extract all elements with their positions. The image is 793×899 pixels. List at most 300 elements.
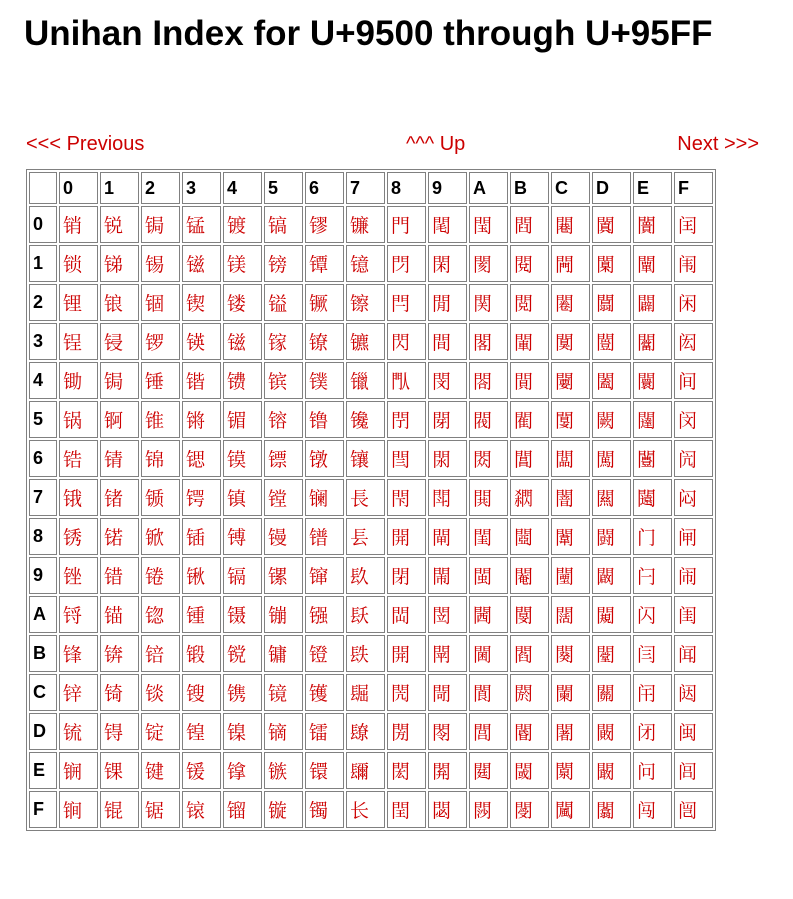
character-link[interactable]: 锖 [100, 440, 139, 477]
column-header: 8 [387, 172, 426, 204]
character-link[interactable]: 镃 [182, 245, 221, 282]
character-link[interactable]: 锝 [100, 713, 139, 750]
character-link[interactable]: 闙 [592, 557, 631, 594]
character-link[interactable]: 镟 [264, 791, 303, 828]
character-link[interactable]: 锲 [182, 284, 221, 321]
character-link[interactable]: 镬 [305, 674, 344, 711]
character-link[interactable]: 閸 [510, 518, 549, 555]
character-link[interactable]: 锍 [59, 713, 98, 750]
character-link[interactable]: 閽 [510, 713, 549, 750]
character-link[interactable]: 镜 [264, 674, 303, 711]
character-link[interactable]: 锩 [141, 557, 180, 594]
character-link[interactable]: 闞 [592, 752, 631, 789]
character-link[interactable]: 镇 [223, 479, 262, 516]
character-link[interactable]: 闫 [633, 635, 672, 672]
character-link[interactable]: 锭 [141, 713, 180, 750]
column-header: 1 [100, 172, 139, 204]
character-link[interactable]: 闂 [551, 284, 590, 321]
grid-row [29, 518, 713, 555]
character-link[interactable]: 镰 [346, 206, 385, 243]
row-header: 4 [29, 362, 57, 399]
character-link[interactable]: 镘 [264, 518, 303, 555]
character-link[interactable]: 閣 [469, 323, 508, 360]
grid-row [29, 791, 713, 828]
character-link[interactable]: 锯 [141, 791, 180, 828]
character-link[interactable]: 閅 [387, 401, 426, 438]
character-link[interactable]: 锉 [59, 557, 98, 594]
character-link[interactable]: 镖 [264, 440, 303, 477]
character-link[interactable]: 闔 [592, 362, 631, 399]
character-link[interactable]: 镏 [223, 791, 262, 828]
row-header: 9 [29, 557, 57, 594]
row-header: B [29, 635, 57, 672]
character-link[interactable]: 锾 [182, 752, 221, 789]
character-link[interactable]: 開 [387, 635, 426, 672]
character-link[interactable]: 镲 [346, 284, 385, 321]
character-link[interactable]: 镑 [264, 245, 303, 282]
character-link[interactable]: 闀 [551, 206, 590, 243]
character-link[interactable]: 閕 [428, 401, 467, 438]
character-link[interactable]: 閧 [469, 479, 508, 516]
character-link[interactable]: 閶 [510, 440, 549, 477]
character-link[interactable]: 镽 [346, 713, 385, 750]
character-link[interactable]: 閆 [387, 440, 426, 477]
character-link[interactable]: 閘 [428, 518, 467, 555]
character-link[interactable]: 長 [346, 479, 385, 516]
character-link[interactable]: 闺 [674, 596, 713, 633]
character-link[interactable]: 锺 [182, 596, 221, 633]
column-header: D [592, 172, 631, 204]
row-header: D [29, 713, 57, 750]
character-link[interactable]: 镀 [223, 206, 262, 243]
character-link[interactable]: 閳 [510, 323, 549, 360]
character-link[interactable]: 镁 [223, 245, 262, 282]
character-link[interactable]: 闚 [592, 596, 631, 633]
character-link[interactable]: 闓 [592, 323, 631, 360]
character-link[interactable]: 锣 [141, 323, 180, 360]
character-link[interactable]: 锹 [182, 557, 221, 594]
column-header: A [469, 172, 508, 204]
character-link[interactable]: 锨 [141, 518, 180, 555]
character-link[interactable]: 镎 [223, 752, 262, 789]
character-link[interactable]: 镔 [264, 362, 303, 399]
character-link[interactable]: 镛 [264, 635, 303, 672]
character-link[interactable]: 閩 [469, 557, 508, 594]
character-link[interactable]: 锦 [141, 440, 180, 477]
character-link[interactable]: 锼 [182, 674, 221, 711]
unihan-character-grid [26, 169, 716, 831]
character-link[interactable]: 閫 [469, 635, 508, 672]
character-link[interactable]: 镡 [305, 245, 344, 282]
grid-row [29, 713, 713, 750]
character-link[interactable]: 锆 [59, 440, 98, 477]
character-link[interactable]: 閇 [387, 479, 426, 516]
character-link[interactable]: 闐 [592, 206, 631, 243]
character-link[interactable]: 镯 [305, 791, 344, 828]
character-link[interactable]: 锌 [59, 674, 98, 711]
character-link[interactable]: 锟 [100, 791, 139, 828]
character-link[interactable]: 闪 [633, 596, 672, 633]
character-link[interactable]: 锔 [100, 362, 139, 399]
character-link[interactable]: 锤 [141, 362, 180, 399]
character-link[interactable]: 镻 [346, 635, 385, 672]
character-link[interactable]: 镌 [223, 674, 262, 711]
character-link[interactable]: 閦 [469, 440, 508, 477]
character-link[interactable]: 閺 [510, 596, 549, 633]
character-link[interactable]: 閥 [469, 401, 508, 438]
character-link[interactable]: 锐 [100, 206, 139, 243]
column-header: 9 [428, 172, 467, 204]
character-link[interactable]: 锿 [182, 791, 221, 828]
character-link[interactable]: 锘 [100, 518, 139, 555]
character-link[interactable]: 闌 [551, 674, 590, 711]
character-link[interactable]: 锈 [59, 518, 98, 555]
character-link[interactable]: 镤 [305, 362, 344, 399]
character-link[interactable]: 镂 [223, 284, 262, 321]
character-link[interactable]: 锑 [100, 245, 139, 282]
character-link[interactable]: 锁 [59, 245, 98, 282]
character-link[interactable]: 閼 [510, 674, 549, 711]
character-link[interactable]: 闿 [674, 791, 713, 828]
character-link[interactable]: 锫 [141, 635, 180, 672]
character-link[interactable]: 間 [428, 323, 467, 360]
character-link[interactable]: 閝 [428, 713, 467, 750]
character-link[interactable]: 闽 [674, 713, 713, 750]
character-link[interactable]: 閪 [469, 596, 508, 633]
character-link[interactable]: 镅 [223, 401, 262, 438]
character-link[interactable]: 闱 [674, 245, 713, 282]
character-link[interactable]: 闲 [674, 284, 713, 321]
character-link[interactable]: 閭 [469, 713, 508, 750]
row-header: 8 [29, 518, 57, 555]
character-link[interactable]: 闕 [592, 401, 631, 438]
next-link[interactable]: Next >>> [677, 133, 759, 155]
character-link[interactable]: 闒 [592, 284, 631, 321]
row-header: 3 [29, 323, 57, 360]
character-link[interactable]: 锵 [182, 401, 221, 438]
column-header: 2 [141, 172, 180, 204]
character-link[interactable]: 锧 [141, 479, 180, 516]
character-link[interactable]: 闟 [592, 791, 631, 828]
character-link[interactable]: 锪 [141, 596, 180, 633]
character-link[interactable]: 镼 [346, 674, 385, 711]
character-link[interactable]: 闾 [674, 752, 713, 789]
character-link[interactable]: 閞 [428, 752, 467, 789]
character-link[interactable]: 闦 [633, 440, 672, 477]
character-link[interactable]: 闷 [674, 479, 713, 516]
character-link[interactable]: 镣 [305, 323, 344, 360]
character-link[interactable]: 间 [674, 362, 713, 399]
character-link[interactable]: 閹 [510, 557, 549, 594]
character-link[interactable]: 關 [592, 674, 631, 711]
character-link[interactable]: 镮 [305, 752, 344, 789]
column-header: 3 [182, 172, 221, 204]
character-link[interactable]: 闹 [674, 557, 713, 594]
character-link[interactable]: 闸 [674, 518, 713, 555]
character-link[interactable]: 閉 [387, 557, 426, 594]
character-link[interactable]: 闧 [633, 479, 672, 516]
grid-row [29, 440, 713, 477]
character-link[interactable]: 镴 [346, 362, 385, 399]
character-link[interactable]: 镄 [223, 362, 262, 399]
character-link[interactable]: 闅 [551, 401, 590, 438]
navigation-bar [26, 133, 759, 161]
character-link[interactable]: 锛 [100, 635, 139, 672]
up-link[interactable]: ^^^ Up [406, 133, 466, 155]
character-link[interactable]: 锓 [100, 323, 139, 360]
character-link[interactable]: 闶 [674, 440, 713, 477]
character-link[interactable]: 镠 [305, 206, 344, 243]
character-link[interactable]: 锽 [182, 713, 221, 750]
character-link[interactable]: 镵 [346, 401, 385, 438]
character-link[interactable]: 镉 [223, 557, 262, 594]
character-link[interactable]: 閲 [510, 284, 549, 321]
character-link[interactable]: 闠 [633, 206, 672, 243]
character-link[interactable]: 镨 [305, 518, 344, 555]
character-link[interactable]: 闯 [633, 791, 672, 828]
character-link[interactable]: 镭 [305, 713, 344, 750]
character-link[interactable]: 锚 [100, 596, 139, 633]
character-link[interactable]: 错 [100, 557, 139, 594]
character-link[interactable]: 闏 [551, 791, 590, 828]
character-link[interactable]: 闳 [674, 323, 713, 360]
column-header: 4 [223, 172, 262, 204]
character-link[interactable]: 閱 [510, 245, 549, 282]
character-link[interactable]: 閌 [387, 674, 426, 711]
character-link[interactable]: 閛 [428, 635, 467, 672]
character-link[interactable]: 锷 [182, 479, 221, 516]
character-link[interactable]: 閡 [469, 245, 508, 282]
character-link[interactable]: 闉 [551, 557, 590, 594]
character-link[interactable]: 闄 [551, 362, 590, 399]
character-link[interactable]: 镾 [346, 752, 385, 789]
character-link[interactable]: 锇 [59, 479, 98, 516]
character-link[interactable]: 閰 [510, 206, 549, 243]
character-link[interactable]: 锕 [100, 401, 139, 438]
character-link[interactable]: 閎 [387, 752, 426, 789]
character-link[interactable]: 闼 [674, 674, 713, 711]
grid-row [29, 401, 713, 438]
character-link[interactable]: 镕 [264, 401, 303, 438]
grid-row [29, 245, 713, 282]
character-link[interactable]: 镳 [346, 323, 385, 360]
character-link[interactable]: 镧 [305, 479, 344, 516]
column-header: 7 [346, 172, 385, 204]
character-link[interactable]: 闛 [592, 635, 631, 672]
page-title: Unihan Index for U+9500 through U+95FF [24, 14, 713, 53]
grid-row [29, 557, 713, 594]
character-link[interactable]: 閗 [428, 479, 467, 516]
character-link[interactable]: 閒 [428, 284, 467, 321]
character-link[interactable]: 闍 [551, 713, 590, 750]
character-link[interactable]: 門 [387, 206, 426, 243]
character-link[interactable]: 閊 [387, 596, 426, 633]
character-link[interactable]: 镺 [346, 596, 385, 633]
character-link[interactable]: 閁 [387, 245, 426, 282]
character-link[interactable]: 镊 [223, 596, 262, 633]
grid-row [29, 635, 713, 672]
column-header: 5 [264, 172, 303, 204]
character-link[interactable]: 闇 [551, 479, 590, 516]
character-link[interactable]: 镢 [305, 284, 344, 321]
column-header: B [510, 172, 549, 204]
character-link[interactable]: 閿 [510, 791, 549, 828]
character-link[interactable]: 镞 [264, 752, 303, 789]
character-link[interactable]: 锳 [182, 323, 221, 360]
character-link[interactable]: 闃 [551, 323, 590, 360]
character-link[interactable]: 镋 [223, 635, 262, 672]
character-link[interactable]: 闈 [551, 518, 590, 555]
character-link[interactable]: 镦 [305, 440, 344, 477]
row-header: 0 [29, 206, 57, 243]
grid-row [29, 284, 713, 321]
character-link[interactable]: 閯 [469, 791, 508, 828]
character-link[interactable]: 閖 [428, 440, 467, 477]
character-link[interactable]: 閟 [428, 791, 467, 828]
character-link[interactable]: 锴 [182, 362, 221, 399]
character-link[interactable]: 锻 [182, 635, 221, 672]
character-link[interactable]: 閐 [428, 206, 467, 243]
grid-corner-cell [29, 172, 57, 204]
character-link[interactable]: 闭 [633, 713, 672, 750]
character-link[interactable]: 长 [346, 791, 385, 828]
character-link[interactable]: 闑 [592, 245, 631, 282]
character-link[interactable]: 闖 [592, 440, 631, 477]
character-link[interactable]: 闎 [551, 752, 590, 789]
character-link[interactable]: 锊 [59, 596, 98, 633]
character-link[interactable]: 锏 [59, 791, 98, 828]
character-link[interactable]: 闆 [551, 440, 590, 477]
character-link[interactable]: 闬 [633, 674, 672, 711]
character-link[interactable]: 镪 [305, 596, 344, 633]
character-link[interactable]: 闻 [674, 635, 713, 672]
character-link[interactable]: 镸 [346, 518, 385, 555]
character-link[interactable]: 镆 [223, 440, 262, 477]
grid-row [29, 596, 713, 633]
character-link[interactable]: 闁 [551, 245, 590, 282]
character-link[interactable]: 闊 [551, 596, 590, 633]
character-link[interactable]: 锞 [100, 752, 139, 789]
character-link[interactable]: 閨 [469, 518, 508, 555]
character-link[interactable]: 锥 [141, 401, 180, 438]
character-link[interactable]: 镥 [305, 401, 344, 438]
character-link[interactable]: 镩 [305, 557, 344, 594]
grid-row [29, 323, 713, 360]
character-link[interactable]: 閾 [510, 752, 549, 789]
character-link[interactable]: 閜 [428, 674, 467, 711]
character-link[interactable]: 閃 [387, 323, 426, 360]
previous-link[interactable]: <<< Previous [26, 133, 145, 155]
character-link[interactable]: 销 [59, 206, 98, 243]
character-link[interactable]: 閍 [387, 713, 426, 750]
grid-row [29, 206, 713, 243]
character-link[interactable]: 键 [141, 752, 180, 789]
character-link[interactable]: 閴 [510, 362, 549, 399]
character-link[interactable]: 镈 [223, 518, 262, 555]
character-link[interactable]: 锡 [141, 245, 180, 282]
character-link[interactable]: 闥 [633, 401, 672, 438]
character-link[interactable]: 锜 [100, 674, 139, 711]
character-link[interactable]: 閵 [510, 401, 549, 438]
character-link[interactable]: 锅 [59, 401, 98, 438]
character-link[interactable]: 镒 [264, 284, 303, 321]
character-link[interactable]: 閤 [469, 362, 508, 399]
character-link[interactable]: 锸 [182, 518, 221, 555]
column-header-row [29, 172, 713, 204]
character-link[interactable]: 镱 [346, 245, 385, 282]
character-link[interactable]: 锗 [100, 479, 139, 516]
character-link[interactable]: 闰 [674, 206, 713, 243]
character-link[interactable]: 镃 [223, 323, 262, 360]
character-link[interactable]: 閚 [428, 596, 467, 633]
character-link[interactable]: 閔 [428, 362, 467, 399]
character-link[interactable]: 镫 [305, 635, 344, 672]
grid-row [29, 752, 713, 789]
character-link[interactable]: 閠 [469, 206, 508, 243]
character-link[interactable]: 镐 [264, 206, 303, 243]
character-link[interactable]: 镓 [264, 323, 303, 360]
character-link[interactable]: 镶 [346, 440, 385, 477]
character-link[interactable]: 锔 [141, 206, 180, 243]
character-link[interactable]: 镍 [223, 713, 262, 750]
row-header: 6 [29, 440, 57, 477]
character-link[interactable]: 锂 [59, 284, 98, 321]
character-link[interactable]: 镚 [264, 596, 303, 633]
character-link[interactable]: 锒 [100, 284, 139, 321]
character-link[interactable]: 锎 [59, 752, 98, 789]
character-link[interactable]: 镹 [346, 557, 385, 594]
character-link[interactable]: 闤 [633, 362, 672, 399]
character-link[interactable]: 锬 [141, 674, 180, 711]
character-link[interactable]: 镗 [264, 479, 303, 516]
character-link[interactable]: 问 [633, 752, 672, 789]
character-link[interactable]: 閄 [387, 362, 426, 399]
character-link[interactable]: 闣 [633, 323, 672, 360]
character-link[interactable]: 闡 [633, 245, 672, 282]
character-link[interactable]: 锰 [182, 206, 221, 243]
character-link[interactable]: 閷 [510, 479, 549, 516]
character-link[interactable]: 闝 [592, 713, 631, 750]
character-link[interactable]: 開 [387, 518, 426, 555]
character-link[interactable]: 锄 [59, 362, 98, 399]
character-link[interactable]: 闩 [633, 557, 672, 594]
character-link[interactable]: 锶 [182, 440, 221, 477]
row-header: A [29, 596, 57, 633]
character-link[interactable]: 閑 [428, 245, 467, 282]
row-header: E [29, 752, 57, 789]
character-link[interactable]: 镙 [264, 557, 303, 594]
character-link[interactable]: 閂 [387, 284, 426, 321]
character-link[interactable]: 関 [469, 284, 508, 321]
character-link[interactable]: 闗 [592, 479, 631, 516]
row-header: 7 [29, 479, 57, 516]
character-link[interactable]: 闢 [633, 284, 672, 321]
character-link[interactable]: 闘 [592, 518, 631, 555]
character-link[interactable]: 锃 [59, 323, 98, 360]
character-link[interactable]: 闋 [551, 635, 590, 672]
character-link[interactable]: 閏 [387, 791, 426, 828]
character-link[interactable]: 锋 [59, 635, 98, 672]
row-header: 5 [29, 401, 57, 438]
character-link[interactable]: 镝 [264, 713, 303, 750]
character-link[interactable]: 閻 [510, 635, 549, 672]
character-link[interactable]: 閮 [469, 752, 508, 789]
character-link[interactable]: 閙 [428, 557, 467, 594]
character-link[interactable]: 门 [633, 518, 672, 555]
character-link[interactable]: 闵 [674, 401, 713, 438]
character-link[interactable]: 锢 [141, 284, 180, 321]
character-link[interactable]: 閬 [469, 674, 508, 711]
